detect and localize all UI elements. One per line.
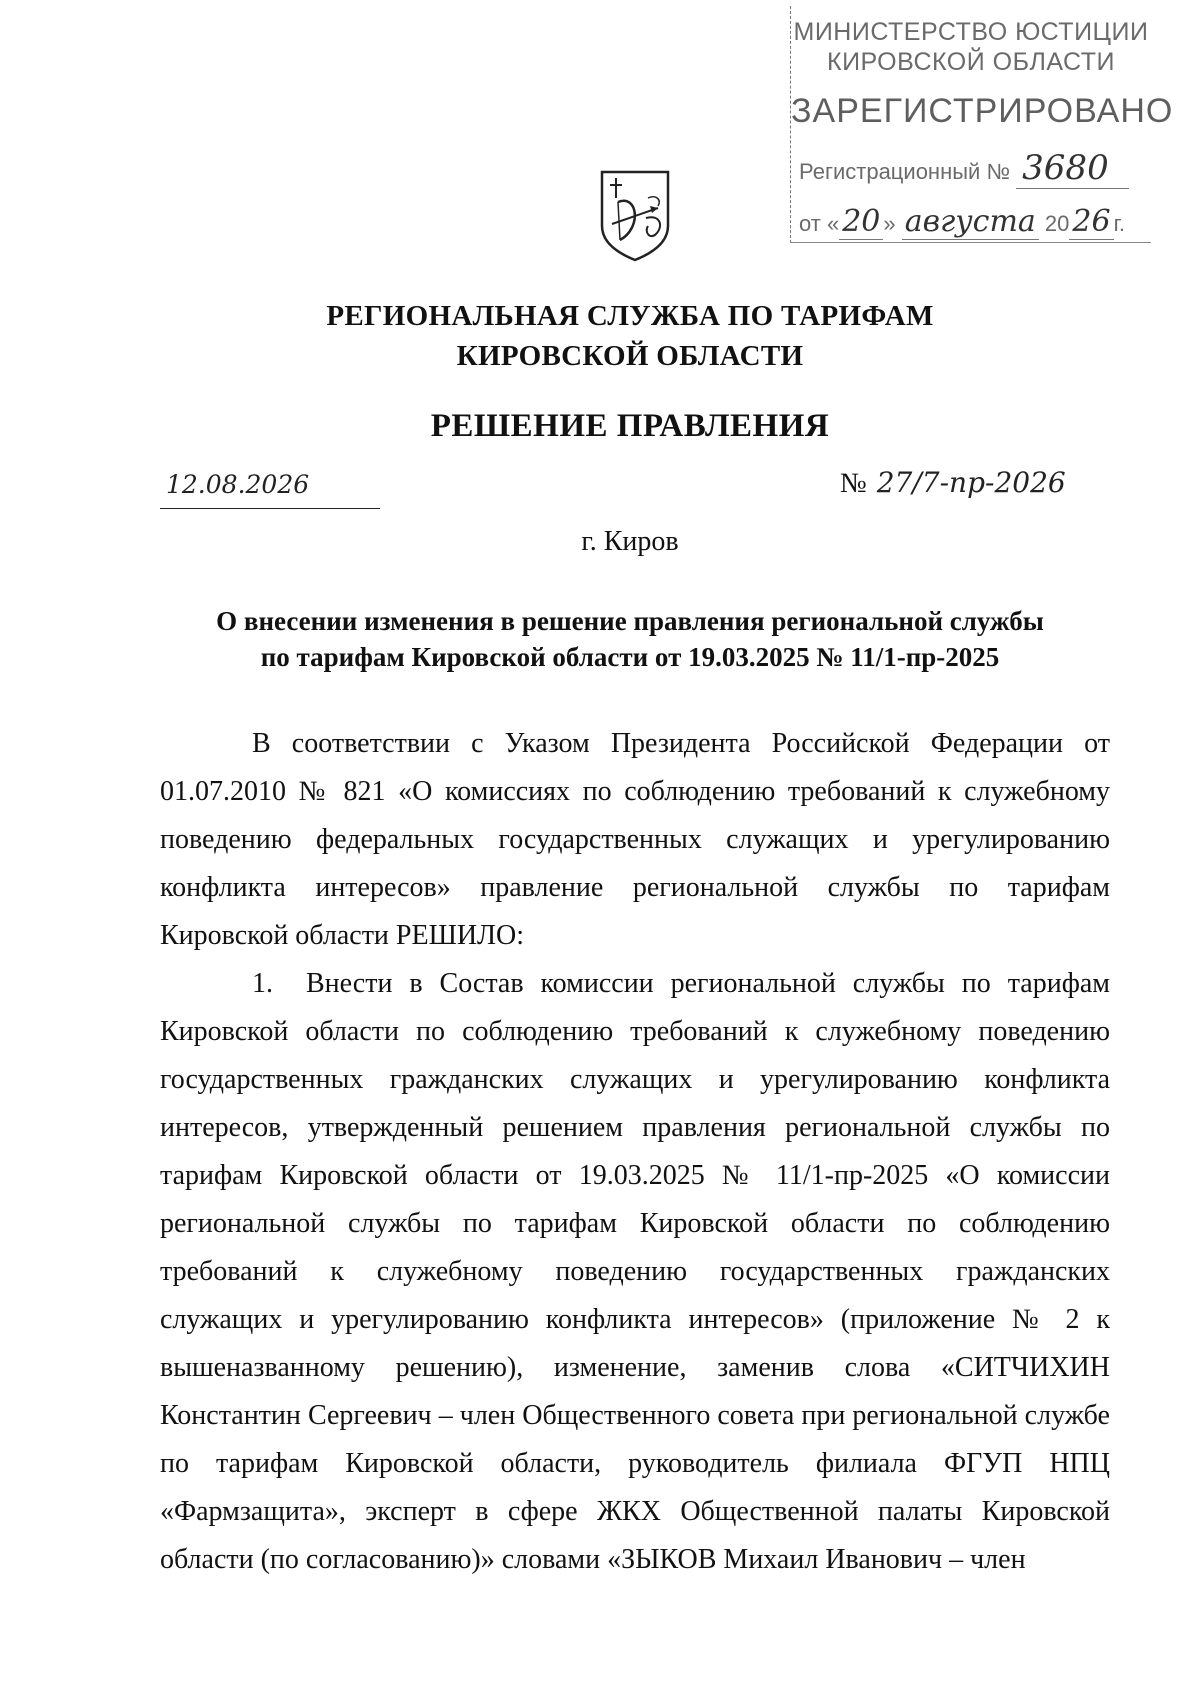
stamp-date-prefix: от « bbox=[799, 211, 840, 236]
item-1-text: Внести в Состав комиссии региональной службы по тарифам Кировской области по соблюдению требований к служебному поведению государственных гражданских служащих и урегулированию конфликта интересов, утвержденный решением правления региональной службы по тарифам Кировской области от 19.03.2025 № 11/1-пр-2025 «О комиссии региональной службы по тарифам Кировской области по соблюдению требований к служебному поведению государственных гражданских служащих и урегулированию конфликта интересов» (приложение № 2 к вышеназванному решению), изменение, заменив слова «СИТЧИХИН Константин Сергеевич – член Общественного совета при региональной службе по тарифам Кировской области, руководитель филиала ФГУП НПЦ «Фармзащита», эксперт в сфере ЖКХ Общественной палаты Кировской области (по согласованию)» словами «ЗЫКОВ Михаил Иванович – член bbox=[160, 968, 1110, 1575]
document-number bbox=[840, 466, 1066, 500]
preamble-paragraph: В соответствии с Указом Президента Российской Федерации от 01.07.2010 № 821 «О комиссиях по соблюдению требований к служебному поведению федеральных государственных служащих и урегулированию конфликта интересов» правление региональной службы по тарифам Кировской области РЕШИЛО: bbox=[160, 728, 1110, 951]
city: г. Киров bbox=[581, 526, 679, 557]
document-date-value: 12.08.2026 bbox=[166, 470, 310, 499]
kirov-coat-of-arms-icon bbox=[598, 168, 672, 262]
stamp-region-line: КИРОВСКОЙ ОБЛАСТИ bbox=[827, 48, 1115, 76]
document-number-value: 27/7-пр-2026 bbox=[876, 466, 1066, 499]
stamp-ministry-line: МИНИСТЕРСТВО ЮСТИЦИИ bbox=[793, 18, 1149, 46]
stamp-registered-label: ЗАРЕГИСТРИРОВАНО bbox=[791, 92, 1174, 130]
stamp-registration-date bbox=[799, 204, 1125, 239]
stamp-registration-number bbox=[799, 148, 1129, 188]
stamp-date-day: 20 bbox=[839, 204, 883, 240]
stamp-date-mid: » bbox=[883, 211, 896, 236]
organization-name-line1: РЕГИОНАЛЬНАЯ СЛУЖБА ПО ТАРИФАМ bbox=[326, 300, 934, 332]
document-subject-line2: по тарифам Кировской области от 19.03.2025 № 11/1-пр-2025 bbox=[260, 642, 1000, 672]
stamp-date-year-prefix: 20 bbox=[1044, 211, 1070, 236]
document-body bbox=[160, 720, 1110, 1584]
registration-stamp bbox=[790, 6, 1174, 243]
document-number-prefix: № bbox=[840, 468, 867, 499]
organization-name-line2: КИРОВСКОЙ ОБЛАСТИ bbox=[456, 340, 804, 372]
stamp-regnum-value: 3680 bbox=[1016, 148, 1129, 189]
stamp-date-month: августа bbox=[902, 204, 1039, 240]
item-1-number: 1. bbox=[252, 968, 273, 999]
stamp-date-year-suffix: 26 bbox=[1069, 204, 1113, 240]
document-date bbox=[160, 470, 380, 509]
item-1-paragraph bbox=[160, 960, 1110, 1584]
stamp-date-suffix: г. bbox=[1113, 211, 1126, 236]
document-subject-line1: О внесении изменения в решение правления региональной службы bbox=[216, 606, 1044, 636]
stamp-regnum-label: Регистрационный № bbox=[799, 159, 1011, 184]
document-type: РЕШЕНИЕ ПРАВЛЕНИЯ bbox=[430, 408, 830, 444]
